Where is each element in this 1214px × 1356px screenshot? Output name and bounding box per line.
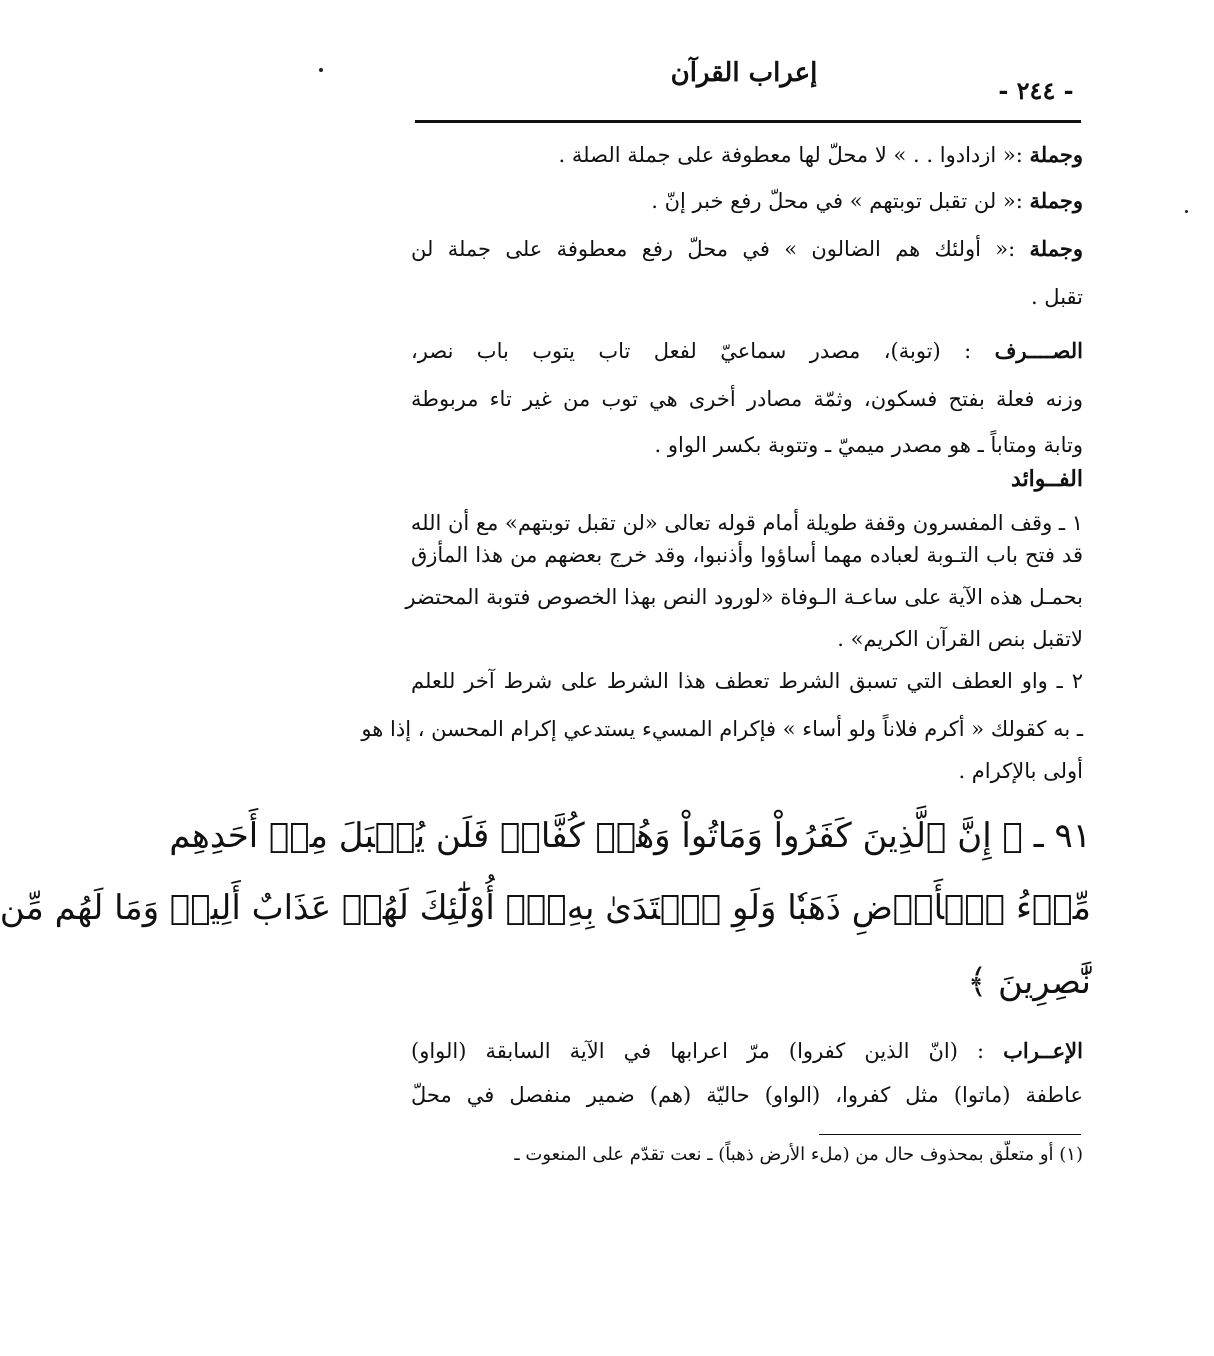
running-title: إعراب القرآن: [670, 58, 818, 88]
fawaid-item1-line-2: قد فتح باب التـوبة لعباده مهما أساؤوا وأذنبوا، وقد خرج بعضهم من هذا المأزق: [411, 543, 1083, 567]
sarf-line-2: وزنه فعلة بفتح فسكون، وثمّة مصادر أخرى هي توب من غير تاء مربوطة: [411, 387, 1083, 411]
sarf-label: الصــــرف: [994, 338, 1083, 363]
irab-line-1: [411, 1034, 1083, 1068]
verse-line-1: ٩١ ـ ﴿ إِنَّ ٱلَّذِينَ كَفَرُواْ وَمَاتُواْ وَهُمۡ كُفَّارٞ فَلَن يُقۡبَلَ مِنۡ أَحَدِهِم: [169, 816, 1091, 856]
clause-text: :« أولئك هم الضالون » في محلّ رفع معطوفة على جملة لن: [411, 237, 1016, 261]
verse-line-3: نَّٰصِرِينَ ﴾: [967, 962, 1091, 1002]
clause-label: وجملة: [1029, 236, 1083, 261]
fawaid-item1-line-1: ١ ـ وقف المفسرون وقفة طويلة أمام قوله تعالى «لن تقبل توبتهم» مع أن الله: [410, 511, 1083, 535]
fawaid-item2-line-1: ٢ ـ واو العطف التي تسبق الشرط تعطف هذا الشرط على شرط آخر للعلم: [411, 669, 1083, 693]
fawaid-heading: الفــوائد: [1011, 466, 1083, 492]
fawaid-item1-line-3: بحمـل هذه الآية على ساعـة الـوفاة «لورود النص بهذا الخصوص فتوبة المحتضر: [405, 585, 1083, 609]
fawaid-item1-line-4: لاتقبل بنص القرآن الكريم» .: [837, 627, 1083, 651]
clause-line-2: [411, 184, 1083, 218]
footnote-rule: [819, 1134, 1081, 1135]
irab-line-2: عاطفة (ماتوا) مثل كفروا، (الواو) حاليّة (هم) ضمير منفصل في محلّ: [411, 1083, 1083, 1107]
clause-line-1: [411, 138, 1083, 172]
irab-text: : (انّ الذين كفروا) مرّ اعرابها في الآية السابقة (الواو): [411, 1039, 985, 1063]
clause-label: وجملة: [1029, 188, 1083, 213]
irab-label: الإعــراب: [1003, 1038, 1083, 1063]
sarf-line-1: [411, 334, 1083, 368]
footnote: (١) أو متعلّق بمحذوف حال من (ملء الأرض ذهباً) ـ نعت تقدّم على المنعوت ـ: [514, 1144, 1083, 1165]
clause-continuation: تقبل .: [1030, 285, 1083, 309]
clause-text: :« لن تقبل توبتهم » في محلّ رفع خبر إنّ .: [651, 189, 1023, 213]
clause-label: وجملة: [1029, 142, 1083, 167]
verse-line-2: مِّلۡءُ ٱلۡأَرۡضِ ذَهَبٗا وَلَوِ ٱفۡتَدَىٰ بِهِۦٓۗ أُوْلَٰٓئِكَ لَهُمۡ عَذَابٌ أَلِيمٞ وَمَا لَهُم مِّن: [0, 888, 1091, 928]
fawaid-item2-line-2: ـ به كقولك « أكرم فلاناً ولو أساء » فإكرام المسيء يستدعي إكرام المحسن ، إذا هو: [361, 717, 1083, 741]
clause-line-3: [411, 232, 1083, 266]
page-number: - ٢٤٤ -: [998, 76, 1074, 105]
header-rule: [415, 120, 1081, 123]
sarf-text: : (توبة)، مصدر سماعيّ لفعل تاب يتوب باب نصر،: [411, 339, 972, 363]
stray-dot: [319, 68, 323, 72]
fawaid-item2-line-3: أولى بالإكرام .: [958, 759, 1083, 783]
clause-text: :« ازدادوا . . » لا محلّ لها معطوفة على جملة الصلة .: [558, 143, 1023, 167]
stray-dot: [1185, 210, 1188, 213]
sarf-line-3: وتابة ومتاباً ـ هو مصدر ميميّ ـ وتتوبة بكسر الواو .: [654, 433, 1083, 457]
